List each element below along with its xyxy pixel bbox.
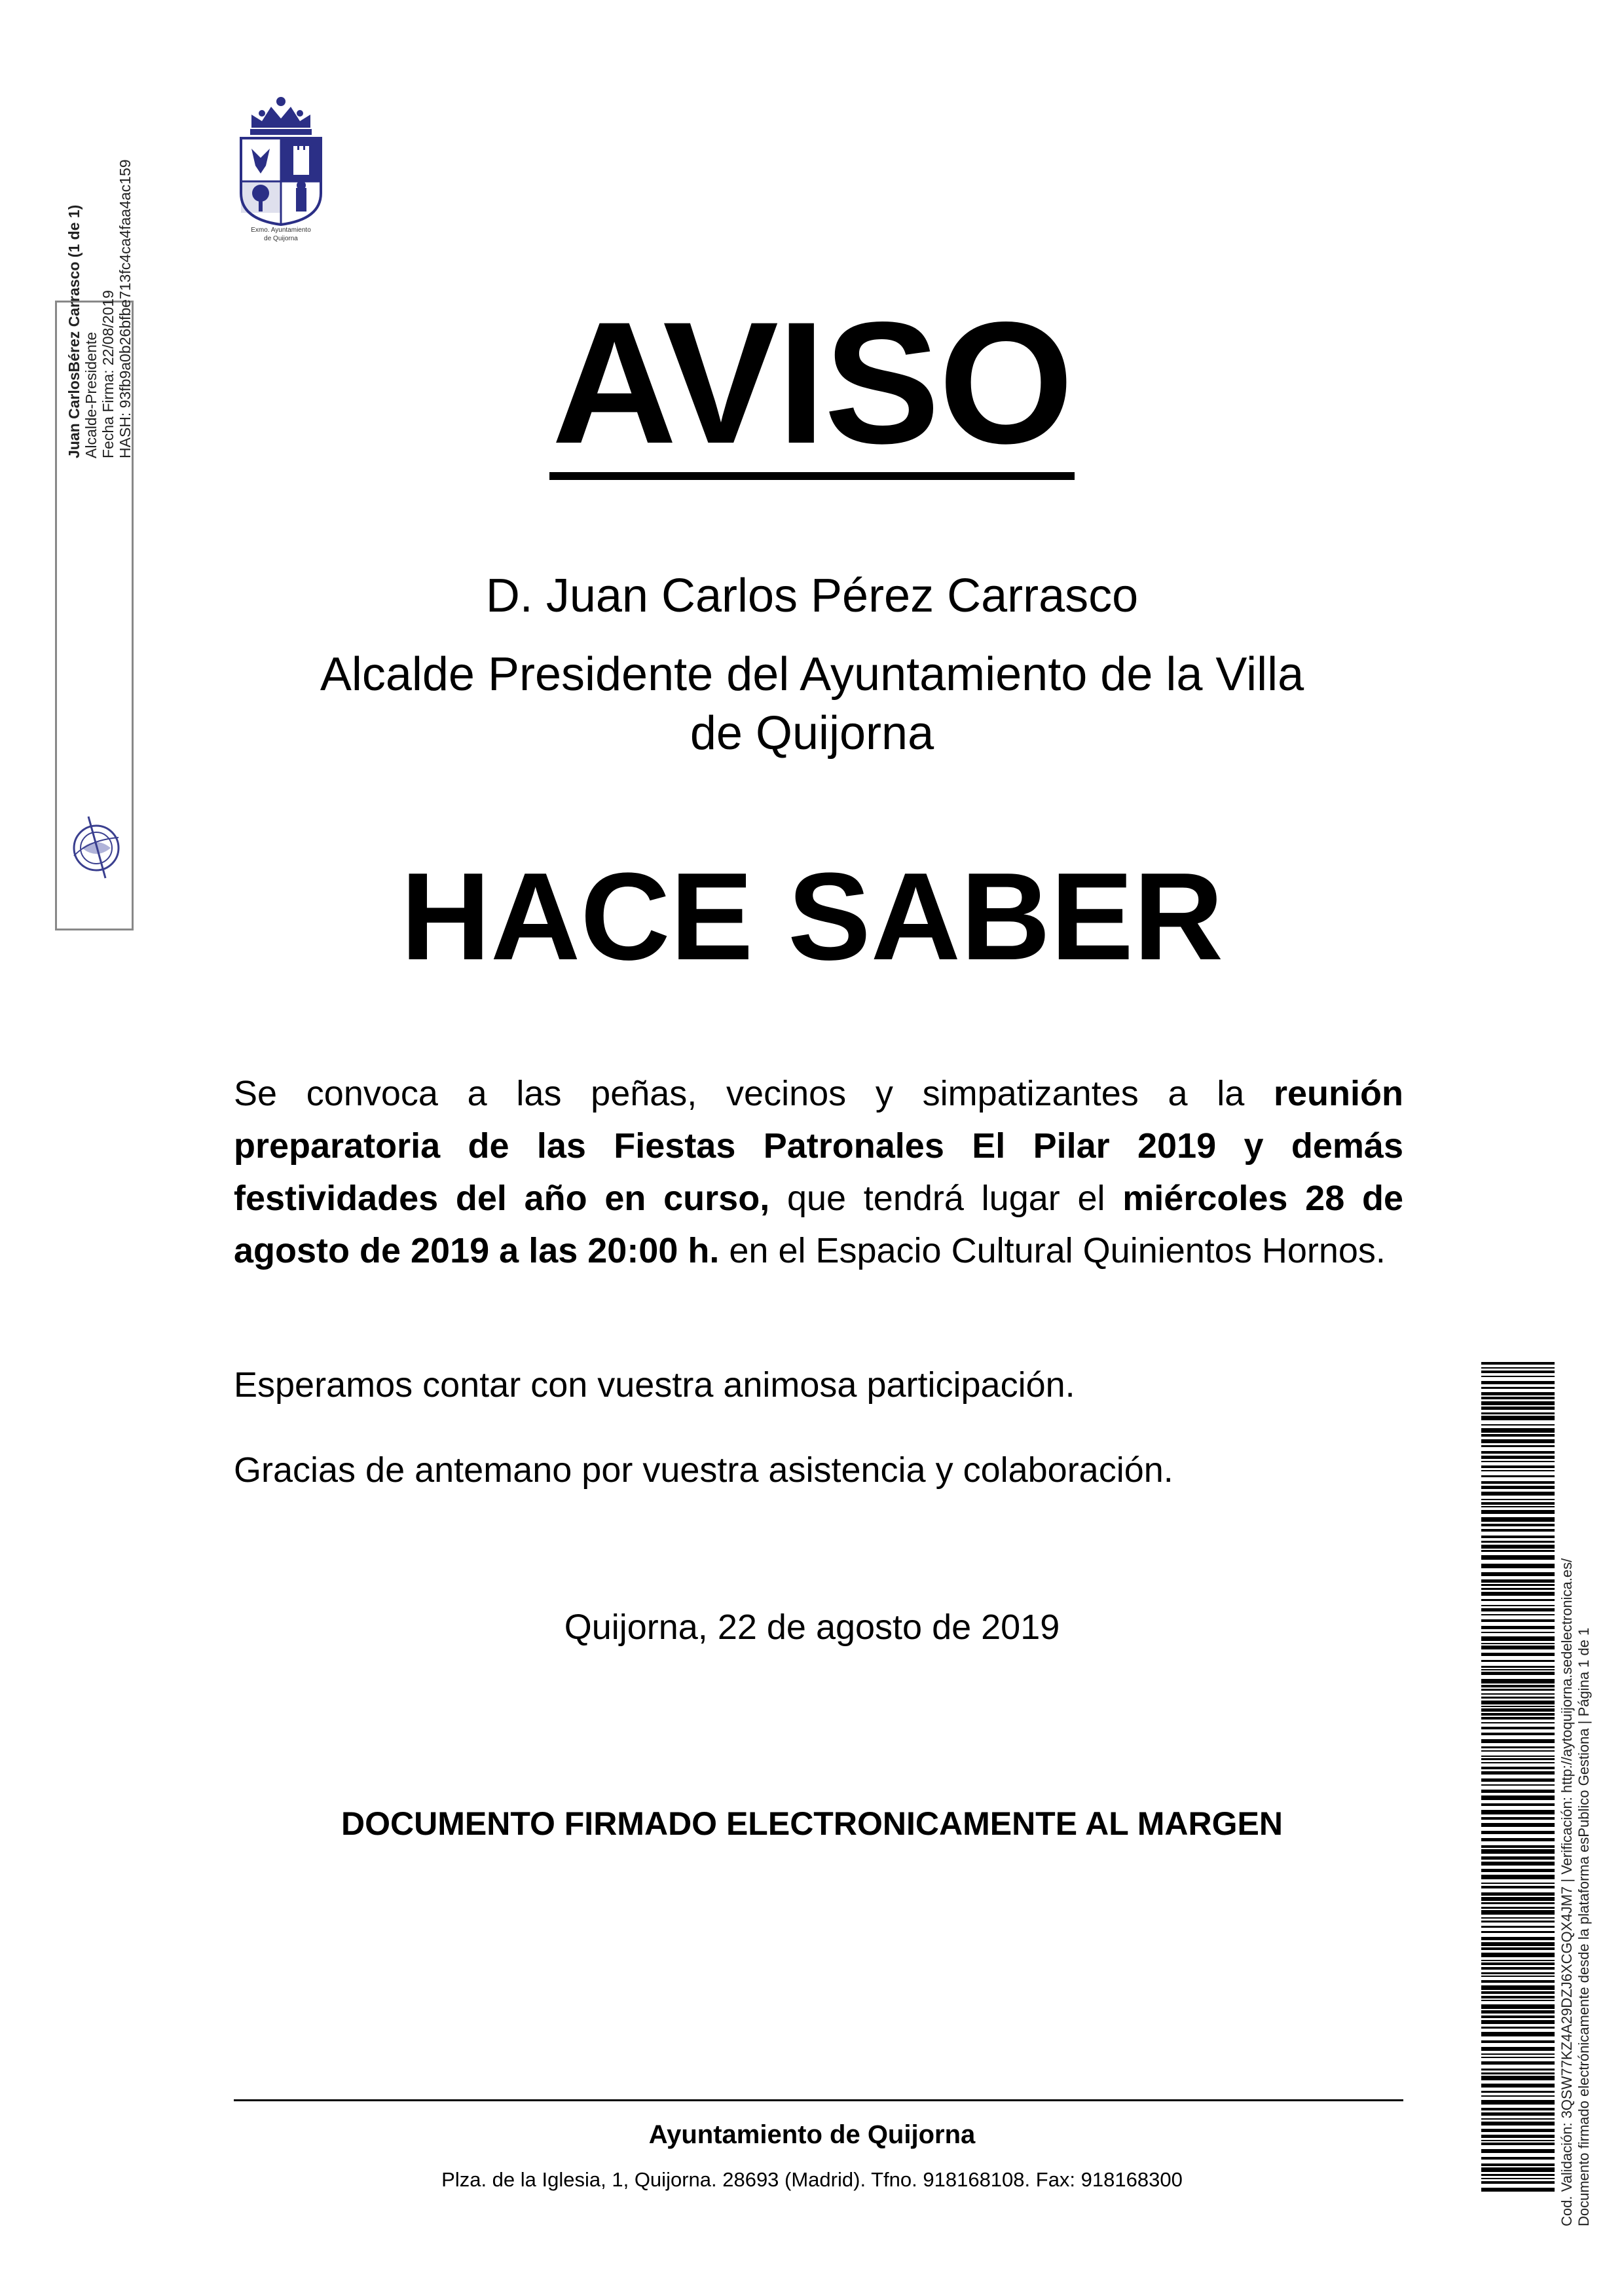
barcode-bar: [1481, 1727, 1555, 1729]
page-title: AVISO: [549, 298, 1075, 480]
barcode-bar: [1481, 2010, 1555, 2014]
barcode-bar: [1481, 2108, 1555, 2110]
barcode-bar: [1481, 1387, 1555, 1389]
barcode-bar: [1481, 1985, 1555, 1990]
barcode-bar: [1481, 1376, 1555, 1377]
barcode-bar: [1481, 1976, 1555, 1977]
barcode-bar: [1481, 2178, 1555, 2179]
barcode-bar: [1481, 1756, 1555, 1757]
barcode-bar: [1481, 1697, 1555, 1699]
barcode-bar: [1481, 1461, 1555, 1462]
validation-line1: Cod. Validación: 3QSW77KZ4A29DZJ6XCGQX4JM7 | Verificación: http://aytoquijorna.sedelectronica.es/: [1559, 1558, 1575, 2226]
barcode-bar: [1481, 1892, 1555, 1896]
barcode-bar: [1481, 1492, 1555, 1496]
validation-line2: Documento firmado electrónicamente desde la plataforma esPublico Gestiona | Página 1 de 1: [1576, 1627, 1592, 2226]
mayor-title-line2: de Quijorna: [690, 707, 934, 760]
barcode-bar: [1481, 1451, 1555, 1454]
barcode-bar: [1481, 1831, 1555, 1834]
barcode-bar: [1481, 2020, 1555, 2024]
barcode-bar: [1481, 2140, 1555, 2141]
barcode-bar: [1481, 1545, 1555, 1549]
barcode-bar: [1481, 1579, 1555, 1583]
barcode-bar: [1481, 2174, 1555, 2176]
barcode-bar: [1481, 1784, 1555, 1786]
barcode-bar: [1481, 1550, 1555, 1552]
barcode-bar: [1481, 2072, 1555, 2074]
announcement-paragraph: [234, 1067, 1403, 1277]
barcode-bar: [1481, 1790, 1555, 1793]
barcode-bar: [1481, 2149, 1555, 2153]
barcode-bar: [1481, 2118, 1555, 2120]
barcode-bar: [1481, 1524, 1555, 1526]
barcode-bar: [1481, 1626, 1555, 1629]
barcode-bar: [1481, 1614, 1555, 1615]
barcode-bar: [1481, 1739, 1555, 1743]
barcode-bar: [1481, 1536, 1555, 1538]
barcode-bar: [1481, 1608, 1555, 1611]
barcode-bar: [1481, 1717, 1555, 1720]
barcode-bar: [1481, 1541, 1555, 1543]
barcode-bar: [1481, 1584, 1555, 1586]
barcode-bar: [1481, 1592, 1555, 1596]
barcode-bar: [1481, 1817, 1555, 1820]
barcode-bar: [1481, 2047, 1555, 2051]
barcode-bar: [1481, 1708, 1555, 1712]
barcode-bar: [1481, 1555, 1555, 1560]
barcode-bar: [1481, 1701, 1555, 1704]
barcode-bar: [1481, 2000, 1555, 2001]
barcode-bar: [1481, 1397, 1555, 1399]
barcode-bar: [1481, 1619, 1555, 1622]
subtitle: HACE SABER: [400, 847, 1224, 986]
barcode-bar: [1481, 2076, 1555, 2080]
barcode-bar: [1481, 1886, 1555, 1888]
barcode-bar: [1481, 1689, 1555, 1691]
barcode-bar: [1481, 1937, 1555, 1940]
barcode-bar: [1481, 1967, 1555, 1970]
barcode-bar: [1481, 1883, 1555, 1884]
barcode-bar: [1481, 2053, 1555, 2055]
barcode-bar: [1481, 1502, 1555, 1505]
signed-note: DOCUMENTO FIRMADO ELECTRONICAMENTE AL MARGEN: [341, 1805, 1283, 1842]
barcode-bar: [1481, 1381, 1555, 1384]
barcode-bar: [1481, 1470, 1555, 1471]
logo-caption-line1: Exmo. Ayuntamiento: [251, 227, 311, 234]
p1-text-e: en el Espacio Cultural Quinientos Hornos.: [719, 1231, 1386, 1270]
thanks-paragraph: Gracias de antemano por vuestra asistencia y colaboración.: [234, 1450, 1173, 1490]
barcode-bar: [1481, 1486, 1555, 1489]
barcode-bar: [1481, 2027, 1555, 2029]
barcode-bar: [1481, 1869, 1555, 1872]
barcode-bar: [1481, 1980, 1555, 1983]
municipal-crest: [233, 95, 329, 252]
barcode-bar: [1481, 1412, 1555, 1414]
barcode-bar: [1481, 1962, 1555, 1965]
barcode-bar: [1481, 2143, 1555, 2145]
participation-paragraph: Esperamos contar con vuestra animosa participación.: [234, 1365, 1075, 1405]
barcode-bar: [1481, 1506, 1555, 1507]
title-container: [0, 286, 1624, 480]
barcode-bar: [1481, 1475, 1555, 1477]
barcode-bar: [1481, 1499, 1555, 1500]
barcode-bar: [1481, 2061, 1555, 2065]
mayor-title-line1: Alcalde Presidente del Ayuntamiento de la Villa: [320, 648, 1304, 701]
barcode-bar: [1481, 1917, 1555, 1919]
barcode-bar: [1481, 1972, 1555, 1974]
barcode-bar: [1481, 1672, 1555, 1675]
barcode-bar: [1481, 1632, 1555, 1633]
barcode-bar: [1481, 1921, 1555, 1923]
barcode-bar: [1481, 1902, 1555, 1904]
barcode-bar: [1481, 1434, 1555, 1437]
barcode-bar: [1481, 1942, 1555, 1946]
barcode-bar: [1481, 1991, 1555, 1994]
barcode-bar: [1481, 2004, 1555, 2009]
barcode-bar: [1481, 2163, 1555, 2166]
barcode-bar: [1481, 2100, 1555, 2105]
barcode-bar: [1481, 2157, 1555, 2160]
barcode-bar: [1481, 1750, 1555, 1752]
date-line: Quijorna, 22 de agosto de 2019: [564, 1608, 1060, 1647]
barcode-bar: [1481, 1669, 1555, 1670]
barcode-bar: [1481, 1643, 1555, 1644]
barcode-bar: [1481, 1445, 1555, 1447]
barcode-bar: [1481, 1706, 1555, 1707]
barcode-icon: [1481, 1362, 1555, 2194]
barcode-bar: [1481, 1407, 1555, 1410]
barcode-bar: [1481, 2129, 1555, 2132]
barcode-bar: [1481, 1371, 1555, 1373]
barcode-bar: [1481, 1746, 1555, 1748]
barcode-bar: [1481, 1481, 1555, 1484]
barcode-bar: [1481, 1953, 1555, 1957]
barcode-bar: [1481, 1795, 1555, 1800]
barcode-bar: [1481, 1803, 1555, 1806]
barcode-bar: [1481, 1931, 1555, 1933]
barcode-bar: [1481, 1588, 1555, 1590]
barcode-bar: [1481, 1401, 1555, 1405]
barcode-bar: [1481, 1907, 1555, 1909]
barcode-bar: [1481, 2091, 1555, 2093]
barcode-bar: [1481, 1646, 1555, 1649]
barcode-bar: [1481, 2084, 1555, 2088]
barcode-bar: [1481, 1856, 1555, 1860]
barcode-bar: [1481, 1693, 1555, 1695]
mayor-name: D. Juan Carlos Pérez Carrasco: [485, 570, 1139, 622]
p1-meeting-bold: reunión preparatoria de las Fiestas Patronales El Pilar 2019 y demás festividades del año en curso,: [234, 1074, 1403, 1218]
p1-text-a: Se convoca a las peñas, vecinos y simpatizantes a la: [234, 1074, 1274, 1113]
barcode-bar: [1481, 1875, 1555, 1879]
barcode-bar: [1481, 2040, 1555, 2043]
municipal-crest-icon: [233, 95, 329, 226]
barcode-bar: [1481, 1572, 1555, 1576]
barcode-bar: [1481, 1428, 1555, 1433]
barcode-bar: [1481, 1947, 1555, 1950]
footer-divider: [234, 2099, 1403, 2101]
barcode-bar: [1481, 2069, 1555, 2070]
barcode-bar: [1481, 2015, 1555, 2018]
barcode-bar: [1481, 1367, 1555, 1369]
barcode-bar: [1481, 1510, 1555, 1514]
barcode-bar: [1481, 1660, 1555, 1662]
p1-text-c: que tendrá lugar el: [769, 1179, 1123, 1218]
barcode-bar: [1481, 2032, 1555, 2036]
barcode-bar: [1481, 1733, 1555, 1735]
validation-text: [1559, 1375, 1593, 2226]
barcode-bar: [1481, 1564, 1555, 1568]
barcode-bar: [1481, 1456, 1555, 1459]
barcode-bar: [1481, 2135, 1555, 2138]
barcode-bar: [1481, 1722, 1555, 1723]
p1-datetime-bold: miércoles 28 de agosto de 2019 a las 20:00 h.: [234, 1179, 1403, 1270]
barcode-bar: [1481, 1897, 1555, 1901]
barcode-bar: [1481, 1465, 1555, 1468]
signature-date: Fecha Firma: 22/08/2019: [100, 290, 117, 458]
barcode-bar: [1481, 1636, 1555, 1641]
barcode-bar: [1481, 1771, 1555, 1775]
barcode-bar: [1481, 2095, 1555, 2097]
barcode-bar: [1481, 1679, 1555, 1684]
barcode-bar: [1481, 1778, 1555, 1782]
barcode-bar: [1481, 1996, 1555, 1998]
barcode-bar: [1481, 1424, 1555, 1426]
barcode-bar: [1481, 2057, 1555, 2058]
barcode-bar: [1481, 1849, 1555, 1854]
signature-role: Alcalde-Presidente: [83, 331, 100, 458]
logo-caption-line2: de Quijorna: [264, 235, 298, 242]
footer-organization: Ayuntamiento de Quijorna: [648, 2120, 976, 2149]
barcode-bar: [1481, 1439, 1555, 1443]
barcode-bar: [1481, 1862, 1555, 1866]
footer-address: Plza. de la Iglesia, 1, Quijorna. 28693 (Madrid). Tfno. 918168108. Fax: 918168300: [441, 2168, 1183, 2191]
barcode-bar: [1481, 1529, 1555, 1532]
barcode-bar: [1481, 1810, 1555, 1814]
barcode-bar: [1481, 1838, 1555, 1841]
barcode-bar: [1481, 1685, 1555, 1687]
barcode-bar: [1481, 1910, 1555, 1915]
barcode-bar: [1481, 1416, 1555, 1420]
barcode-bar: [1481, 1762, 1555, 1763]
barcode-bar: [1481, 2188, 1555, 2192]
barcode-bar: [1481, 1653, 1555, 1656]
barcode-bar: [1481, 1767, 1555, 1769]
barcode-bar: [1481, 1666, 1555, 1668]
signature-signer: Juan CarlosBérez Carrasco (1 de 1): [65, 204, 83, 458]
electronic-signature-stamp-icon: [62, 810, 130, 882]
barcode-bar: [1481, 1960, 1555, 1961]
barcode-bar: [1481, 1823, 1555, 1827]
barcode-bar: [1481, 1758, 1555, 1760]
barcode-bar: [1481, 2181, 1555, 2184]
barcode-bar: [1481, 1362, 1555, 1365]
barcode-bar: [1481, 2167, 1555, 2172]
barcode-bar: [1481, 1517, 1555, 1522]
barcode-bar: [1481, 1845, 1555, 1848]
barcode-bar: [1481, 2122, 1555, 2126]
signature-hash: HASH: 93fb9a0b26bfbe713fc4ca4faa4ac159: [117, 159, 134, 458]
barcode-bar: [1481, 1926, 1555, 1928]
barcode-bar: [1481, 1392, 1555, 1395]
barcode-bar: [1481, 1713, 1555, 1716]
barcode-bar: [1481, 1599, 1555, 1601]
barcode-bar: [1481, 2112, 1555, 2116]
barcode-bar: [1481, 1605, 1555, 1606]
